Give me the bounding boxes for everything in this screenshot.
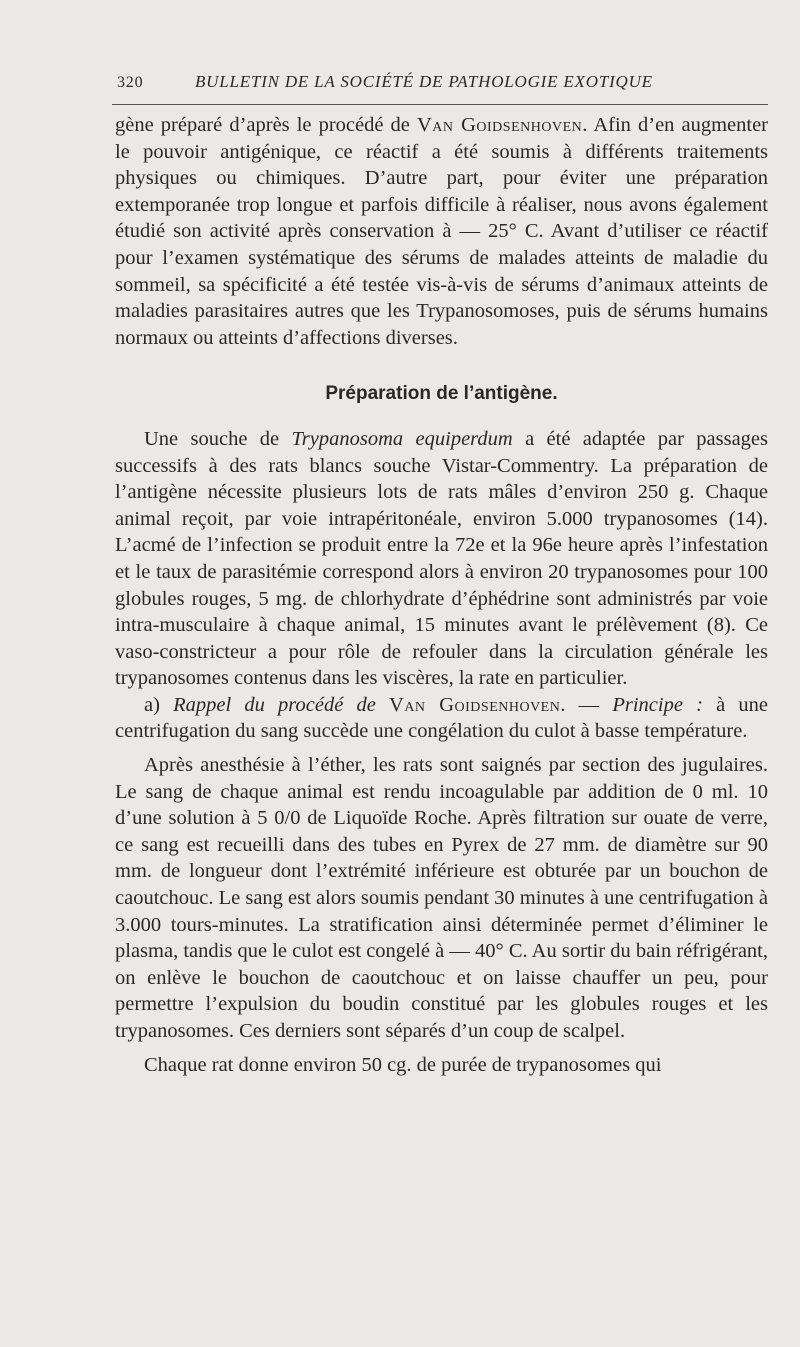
body-text [115,112,768,1078]
paragraph-3 [115,692,768,745]
p3-dash: . — [560,693,613,716]
running-title: BULLETIN DE LA SOCIÉTÉ DE PATHOLOGIE EXOTIQUE [195,72,653,91]
p3-italic-a: Rappel du procédé de [173,693,390,716]
paragraph-5: Chaque rat donne environ 50 cg. de purée de trypanosomes qui [144,1053,662,1076]
p2-text-a: Une souche de [144,427,292,450]
paragraph-2 [115,426,768,692]
p3-list-marker: a) [144,693,174,716]
species-name: Trypanosoma equiperdum [291,427,513,450]
author-name: Van Goidsenhoven [417,114,583,136]
header-rule [112,104,768,105]
p1-text-b: . Afin d’en augmenter le pouvoir antigénique, ce réactif a été soumis à différents traitements physiques ou chimiques. D’autre part, pour éviter une préparation extemporanée trop longue et parfois difficile à réaliser, nous avons également étudié son activité après conservation à — 25° C. Avant d’utiliser ce réactif pour l’examen systématique des sérums de malades atteints de maladie du sommeil, sa spécificité a été testée vis-à-vis de sérums d’animaux atteints de maladies parasitaires autres que les Trypanosomoses, puis de sérums humains normaux ou atteints d’affections diverses. [115,114,769,349]
page-number: 320 [117,74,144,91]
p3-italic-b: Principe : [612,693,703,716]
running-header [117,72,768,92]
author-name-2: Van Goidsenhoven [389,693,561,716]
p1-text-a: gène préparé d’après le procédé de [115,114,417,136]
p2-text-b: a été adaptée par passages successifs à des rats blancs souche Vistar-Commentry. La préparation de l’antigène nécessite plusieurs lots de rats mâles d’environ 250 g. Chaque animal reçoit, par voie intrapéritonéale, environ 5.000 trypanosomes (14). L’acmé de l’infection se produit entre la 72e et la 96e heure après l’infestation et le taux de parasitémie correspond alors à environ 20 trypanosomes pour 100 globules rouges, 5 mg. de chlorhydrate d’éphédrine sont administrés par voie intra-musculaire à chaque animal, 15 minutes avant le prélèvement (8). Ce vaso-constricteur a pour rôle de refouler dans la circulation générale les trypanosomes contenus dans les viscères, la rate en particulier. [115,427,769,690]
p3-text: à une centrifugation du sang succède une congélation du culot à basse température. [115,693,769,743]
paragraph-4: Après anesthésie à l’éther, les rats sont saignés par section des jugulaires. Le sang de chaque animal est rendu incoagulable par addition de 0 ml. 10 d’une solution à 5 0/0 de Liquoïde Roche. Après filtration sur ouate de verre, ce sang est recueilli dans des tubes en Pyrex de 27 mm. de diamètre sur 90 mm. de longueur dont l’extrémité inférieure est obturée par un bouchon de caoutchouc. Le sang est alors soumis pendant 30 minutes à une centrifugation à 3.000 tours-minutes. La stratification ainsi déterminée permet d’éliminer le plasma, tandis que le culot est congelé à — 40° C. Au sortir du bain réfrigérant, on enlève le bouchon de caoutchouc et on laisse chauffer un peu, pour permettre l’expulsion du boudin constitué par les globules rouges et les trypanosomes. Ces derniers sont séparés d’un coup de scalpel. [115,754,768,1042]
section-heading: Préparation de l’antigène. [325,383,558,405]
paragraph-1 [115,112,768,351]
